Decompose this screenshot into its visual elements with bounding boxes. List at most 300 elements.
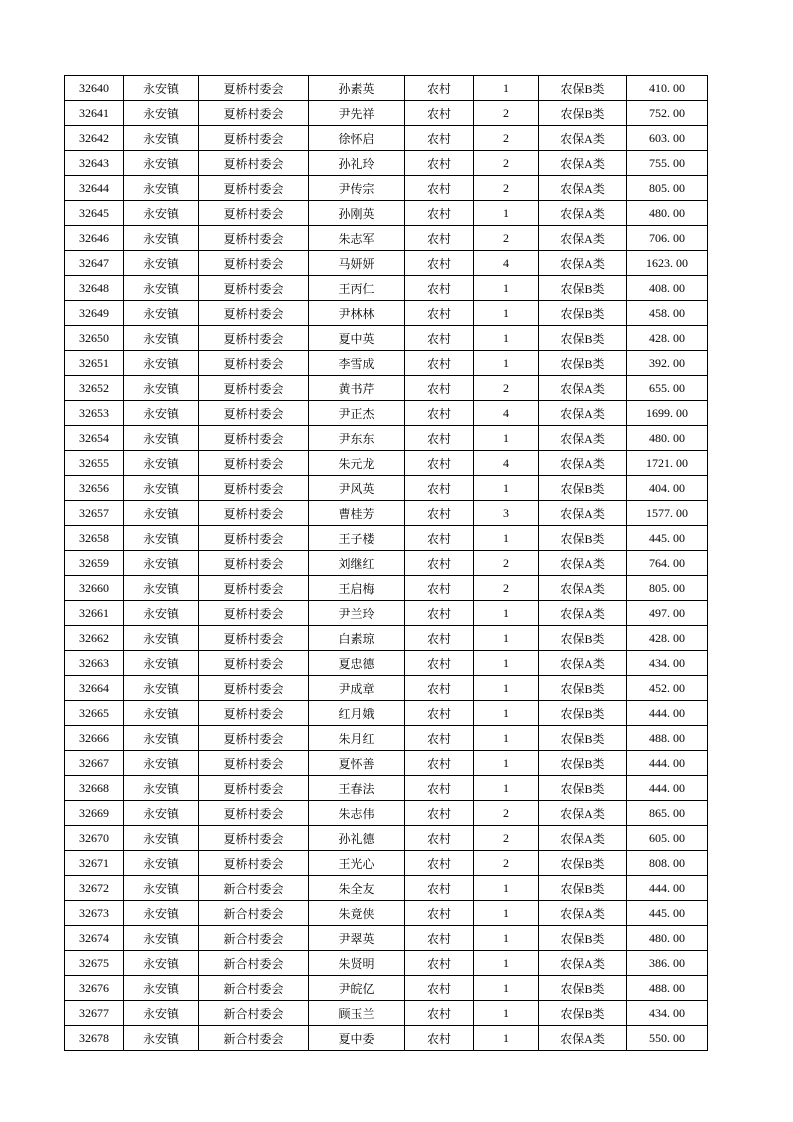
table-cell-count: 1 [474, 526, 539, 551]
table-cell-village: 新合村委会 [199, 926, 309, 951]
table-cell-count: 1 [474, 876, 539, 901]
table-row [65, 601, 708, 626]
table-cell-amount: 444. 00 [627, 876, 708, 901]
table-cell-town: 永安镇 [124, 276, 199, 301]
table-cell-area: 农村 [405, 351, 474, 376]
table-cell-amount: 428. 00 [627, 326, 708, 351]
table-cell-town: 永安镇 [124, 526, 199, 551]
table-cell-amount: 1623. 00 [627, 251, 708, 276]
table-cell-id: 32663 [65, 651, 124, 676]
table-cell-id: 32648 [65, 276, 124, 301]
table-cell-amount: 706. 00 [627, 226, 708, 251]
table-cell-village: 夏桥村委会 [199, 851, 309, 876]
table-cell-village: 夏桥村委会 [199, 376, 309, 401]
table-cell-name: 王启梅 [309, 576, 405, 601]
table-cell-amount: 392. 00 [627, 351, 708, 376]
table-cell-amount: 480. 00 [627, 201, 708, 226]
table-cell-count: 4 [474, 451, 539, 476]
table-cell-town: 永安镇 [124, 501, 199, 526]
table-cell-id: 32646 [65, 226, 124, 251]
table-cell-town: 永安镇 [124, 376, 199, 401]
table-cell-type: 农保A类 [539, 826, 627, 851]
table-cell-name: 朱志军 [309, 226, 405, 251]
table-cell-village: 新合村委会 [199, 951, 309, 976]
table-row [65, 751, 708, 776]
table-cell-name: 朱贤明 [309, 951, 405, 976]
table-cell-village: 夏桥村委会 [199, 801, 309, 826]
table-cell-count: 1 [474, 726, 539, 751]
table-cell-town: 永安镇 [124, 101, 199, 126]
table-cell-count: 2 [474, 376, 539, 401]
table-cell-area: 农村 [405, 326, 474, 351]
table-cell-town: 永安镇 [124, 651, 199, 676]
table-cell-id: 32661 [65, 601, 124, 626]
table-row [65, 1001, 708, 1026]
table-cell-id: 32671 [65, 851, 124, 876]
table-cell-village: 夏桥村委会 [199, 101, 309, 126]
table-cell-count: 1 [474, 651, 539, 676]
table-cell-id: 32665 [65, 701, 124, 726]
table-row [65, 876, 708, 901]
table-cell-id: 32652 [65, 376, 124, 401]
table-cell-town: 永安镇 [124, 301, 199, 326]
table-cell-id: 32675 [65, 951, 124, 976]
table-cell-type: 农保B类 [539, 101, 627, 126]
table-cell-count: 2 [474, 101, 539, 126]
table-cell-amount: 603. 00 [627, 126, 708, 151]
table-cell-area: 农村 [405, 1026, 474, 1051]
table-cell-amount: 452. 00 [627, 676, 708, 701]
table-row [65, 401, 708, 426]
table-cell-count: 1 [474, 326, 539, 351]
table-cell-type: 农保B类 [539, 476, 627, 501]
table-cell-amount: 497. 00 [627, 601, 708, 626]
table-cell-type: 农保A类 [539, 1026, 627, 1051]
table-cell-type: 农保B类 [539, 526, 627, 551]
table-row [65, 226, 708, 251]
table-cell-id: 32658 [65, 526, 124, 551]
table-cell-name: 朱全友 [309, 876, 405, 901]
table-cell-count: 2 [474, 151, 539, 176]
table-row [65, 326, 708, 351]
table-row [65, 526, 708, 551]
table-cell-name: 夏忠德 [309, 651, 405, 676]
table-cell-count: 1 [474, 626, 539, 651]
table-cell-id: 32655 [65, 451, 124, 476]
table-cell-town: 永安镇 [124, 726, 199, 751]
table-body [65, 76, 708, 1051]
table-cell-area: 农村 [405, 801, 474, 826]
table-row [65, 651, 708, 676]
table-cell-amount: 386. 00 [627, 951, 708, 976]
table-cell-village: 夏桥村委会 [199, 201, 309, 226]
table-row [65, 576, 708, 601]
table-cell-count: 1 [474, 776, 539, 801]
table-cell-id: 32674 [65, 926, 124, 951]
table-row [65, 901, 708, 926]
table-cell-village: 新合村委会 [199, 876, 309, 901]
table-cell-town: 永安镇 [124, 1001, 199, 1026]
table-cell-count: 2 [474, 551, 539, 576]
table-cell-id: 32677 [65, 1001, 124, 1026]
table-row [65, 176, 708, 201]
table-cell-type: 农保A类 [539, 401, 627, 426]
table-cell-town: 永安镇 [124, 451, 199, 476]
table-row [65, 726, 708, 751]
table-cell-town: 永安镇 [124, 351, 199, 376]
table-cell-type: 农保B类 [539, 851, 627, 876]
table-cell-town: 永安镇 [124, 951, 199, 976]
table-cell-name: 夏中委 [309, 1026, 405, 1051]
table-cell-amount: 655. 00 [627, 376, 708, 401]
table-cell-area: 农村 [405, 451, 474, 476]
table-cell-village: 夏桥村委会 [199, 676, 309, 701]
table-cell-id: 32642 [65, 126, 124, 151]
table-row [65, 826, 708, 851]
table-cell-id: 32654 [65, 426, 124, 451]
table-cell-name: 朱竟侠 [309, 901, 405, 926]
table-cell-town: 永安镇 [124, 626, 199, 651]
table-row [65, 1026, 708, 1051]
table-cell-amount: 1699. 00 [627, 401, 708, 426]
table-cell-area: 农村 [405, 176, 474, 201]
table-cell-count: 1 [474, 951, 539, 976]
table-cell-town: 永安镇 [124, 751, 199, 776]
table-row [65, 801, 708, 826]
table-cell-area: 农村 [405, 251, 474, 276]
table-cell-id: 32659 [65, 551, 124, 576]
table-cell-type: 农保A类 [539, 126, 627, 151]
table-cell-type: 农保A类 [539, 801, 627, 826]
table-cell-type: 农保A类 [539, 651, 627, 676]
table-cell-count: 2 [474, 176, 539, 201]
table-cell-area: 农村 [405, 426, 474, 451]
table-cell-area: 农村 [405, 376, 474, 401]
table-cell-name: 顾玉兰 [309, 1001, 405, 1026]
table-cell-town: 永安镇 [124, 76, 199, 101]
table-cell-id: 32644 [65, 176, 124, 201]
table-cell-amount: 434. 00 [627, 651, 708, 676]
table-cell-id: 32650 [65, 326, 124, 351]
table-cell-area: 农村 [405, 751, 474, 776]
table-cell-type: 农保B类 [539, 876, 627, 901]
table-cell-name: 尹兰玲 [309, 601, 405, 626]
table-cell-type: 农保A类 [539, 601, 627, 626]
table-cell-area: 农村 [405, 776, 474, 801]
table-cell-id: 32668 [65, 776, 124, 801]
table-cell-village: 新合村委会 [199, 976, 309, 1001]
table-cell-id: 32672 [65, 876, 124, 901]
table-row [65, 126, 708, 151]
table-cell-town: 永安镇 [124, 826, 199, 851]
table-cell-village: 夏桥村委会 [199, 226, 309, 251]
table-cell-count: 1 [474, 976, 539, 1001]
table-cell-amount: 755. 00 [627, 151, 708, 176]
table-cell-name: 白素琼 [309, 626, 405, 651]
table-cell-id: 32667 [65, 751, 124, 776]
table-cell-amount: 1721. 00 [627, 451, 708, 476]
table-cell-count: 2 [474, 851, 539, 876]
table-cell-id: 32669 [65, 801, 124, 826]
table-row [65, 676, 708, 701]
table-cell-village: 夏桥村委会 [199, 151, 309, 176]
table-cell-village: 夏桥村委会 [199, 351, 309, 376]
table-cell-town: 永安镇 [124, 976, 199, 1001]
table-cell-type: 农保A类 [539, 226, 627, 251]
table-cell-amount: 445. 00 [627, 526, 708, 551]
table-cell-village: 新合村委会 [199, 901, 309, 926]
table-cell-village: 夏桥村委会 [199, 701, 309, 726]
table-cell-town: 永安镇 [124, 226, 199, 251]
table-cell-amount: 488. 00 [627, 976, 708, 1001]
table-row [65, 951, 708, 976]
table-cell-town: 永安镇 [124, 676, 199, 701]
table-cell-type: 农保B类 [539, 1001, 627, 1026]
table-row [65, 701, 708, 726]
table-cell-id: 32649 [65, 301, 124, 326]
table-cell-town: 永安镇 [124, 476, 199, 501]
table-cell-village: 夏桥村委会 [199, 726, 309, 751]
table-cell-name: 夏中英 [309, 326, 405, 351]
table-cell-town: 永安镇 [124, 926, 199, 951]
table-cell-village: 新合村委会 [199, 1001, 309, 1026]
table-cell-area: 农村 [405, 601, 474, 626]
table-cell-type: 农保B类 [539, 751, 627, 776]
table-cell-name: 马妍妍 [309, 251, 405, 276]
table-cell-village: 夏桥村委会 [199, 251, 309, 276]
table-cell-area: 农村 [405, 76, 474, 101]
table-cell-count: 2 [474, 801, 539, 826]
table-cell-name: 孙礼德 [309, 826, 405, 851]
table-cell-town: 永安镇 [124, 701, 199, 726]
table-cell-area: 农村 [405, 876, 474, 901]
table-cell-town: 永安镇 [124, 901, 199, 926]
table-cell-town: 永安镇 [124, 426, 199, 451]
table-cell-amount: 1577. 00 [627, 501, 708, 526]
table-cell-name: 王丙仁 [309, 276, 405, 301]
table-row [65, 201, 708, 226]
table-row [65, 301, 708, 326]
table-cell-type: 农保A类 [539, 901, 627, 926]
table-cell-area: 农村 [405, 301, 474, 326]
table-cell-type: 农保A类 [539, 151, 627, 176]
table-cell-amount: 444. 00 [627, 701, 708, 726]
table-cell-amount: 404. 00 [627, 476, 708, 501]
table-cell-village: 夏桥村委会 [199, 326, 309, 351]
table-cell-town: 永安镇 [124, 776, 199, 801]
table-row [65, 626, 708, 651]
table-cell-area: 农村 [405, 101, 474, 126]
table-cell-name: 王光心 [309, 851, 405, 876]
table-cell-id: 32645 [65, 201, 124, 226]
table-cell-town: 永安镇 [124, 576, 199, 601]
table-cell-name: 尹皖亿 [309, 976, 405, 1001]
table-cell-id: 32647 [65, 251, 124, 276]
table-cell-id: 32640 [65, 76, 124, 101]
table-cell-name: 尹东东 [309, 426, 405, 451]
table-cell-name: 黄书芹 [309, 376, 405, 401]
table-cell-id: 32673 [65, 901, 124, 926]
table-row [65, 376, 708, 401]
table-cell-id: 32657 [65, 501, 124, 526]
table-cell-name: 朱月红 [309, 726, 405, 751]
table-cell-type: 农保A类 [539, 176, 627, 201]
table-cell-name: 刘继红 [309, 551, 405, 576]
table-cell-village: 夏桥村委会 [199, 126, 309, 151]
table-cell-count: 1 [474, 351, 539, 376]
table-cell-count: 2 [474, 126, 539, 151]
table-cell-area: 农村 [405, 901, 474, 926]
table-cell-count: 4 [474, 401, 539, 426]
table-row [65, 926, 708, 951]
table-row [65, 501, 708, 526]
table-cell-type: 农保A类 [539, 576, 627, 601]
table-cell-area: 农村 [405, 976, 474, 1001]
table-cell-amount: 408. 00 [627, 276, 708, 301]
table-cell-type: 农保B类 [539, 326, 627, 351]
table-cell-village: 新合村委会 [199, 1026, 309, 1051]
roster-table [64, 75, 708, 1051]
table-cell-village: 夏桥村委会 [199, 751, 309, 776]
table-cell-type: 农保B类 [539, 351, 627, 376]
table-cell-type: 农保B类 [539, 776, 627, 801]
table-cell-area: 农村 [405, 576, 474, 601]
table-cell-amount: 434. 00 [627, 1001, 708, 1026]
table-cell-id: 32660 [65, 576, 124, 601]
table-cell-area: 农村 [405, 151, 474, 176]
table-cell-area: 农村 [405, 226, 474, 251]
table-cell-type: 农保B类 [539, 926, 627, 951]
table-cell-count: 1 [474, 926, 539, 951]
table-cell-type: 农保A类 [539, 201, 627, 226]
table-cell-id: 32664 [65, 676, 124, 701]
table-cell-town: 永安镇 [124, 551, 199, 576]
table-cell-count: 1 [474, 601, 539, 626]
table-cell-village: 夏桥村委会 [199, 176, 309, 201]
table-cell-area: 农村 [405, 476, 474, 501]
table-cell-town: 永安镇 [124, 176, 199, 201]
table-cell-type: 农保B类 [539, 701, 627, 726]
table-cell-id: 32662 [65, 626, 124, 651]
table-cell-type: 农保B类 [539, 626, 627, 651]
table-cell-area: 农村 [405, 851, 474, 876]
table-cell-type: 农保A类 [539, 951, 627, 976]
table-cell-type: 农保A类 [539, 551, 627, 576]
table-cell-town: 永安镇 [124, 251, 199, 276]
table-cell-name: 徐怀启 [309, 126, 405, 151]
table-cell-count: 1 [474, 276, 539, 301]
table-cell-village: 夏桥村委会 [199, 501, 309, 526]
table-cell-name: 尹风英 [309, 476, 405, 501]
table-cell-id: 32666 [65, 726, 124, 751]
table-row [65, 451, 708, 476]
table-cell-amount: 752. 00 [627, 101, 708, 126]
table-cell-count: 2 [474, 826, 539, 851]
table-cell-name: 尹先祥 [309, 101, 405, 126]
table-cell-name: 尹成章 [309, 676, 405, 701]
table-cell-count: 1 [474, 1026, 539, 1051]
table-cell-amount: 805. 00 [627, 176, 708, 201]
table-row [65, 551, 708, 576]
table-cell-amount: 764. 00 [627, 551, 708, 576]
table-cell-amount: 445. 00 [627, 901, 708, 926]
table-cell-type: 农保A类 [539, 376, 627, 401]
table-cell-village: 夏桥村委会 [199, 301, 309, 326]
table-cell-area: 农村 [405, 401, 474, 426]
table-cell-town: 永安镇 [124, 401, 199, 426]
table-cell-town: 永安镇 [124, 126, 199, 151]
table-cell-amount: 480. 00 [627, 426, 708, 451]
table-cell-village: 夏桥村委会 [199, 601, 309, 626]
table-cell-count: 1 [474, 301, 539, 326]
table-cell-count: 1 [474, 676, 539, 701]
table-row [65, 251, 708, 276]
table-cell-area: 农村 [405, 701, 474, 726]
table-cell-type: 农保B类 [539, 676, 627, 701]
table-cell-count: 1 [474, 426, 539, 451]
table-cell-village: 夏桥村委会 [199, 651, 309, 676]
table-cell-name: 尹传宗 [309, 176, 405, 201]
table-cell-count: 1 [474, 701, 539, 726]
table-cell-type: 农保A类 [539, 251, 627, 276]
table-cell-amount: 458. 00 [627, 301, 708, 326]
table-cell-amount: 480. 00 [627, 926, 708, 951]
table-cell-count: 1 [474, 476, 539, 501]
table-cell-amount: 428. 00 [627, 626, 708, 651]
table-cell-name: 曹桂芳 [309, 501, 405, 526]
table-cell-area: 农村 [405, 676, 474, 701]
table-cell-count: 2 [474, 576, 539, 601]
table-cell-town: 永安镇 [124, 151, 199, 176]
table-cell-name: 李雪成 [309, 351, 405, 376]
table-cell-village: 夏桥村委会 [199, 776, 309, 801]
table-row [65, 76, 708, 101]
table-cell-town: 永安镇 [124, 801, 199, 826]
table-cell-area: 农村 [405, 201, 474, 226]
table-cell-count: 2 [474, 226, 539, 251]
table-row [65, 851, 708, 876]
table-cell-amount: 550. 00 [627, 1026, 708, 1051]
table-cell-town: 永安镇 [124, 876, 199, 901]
table-cell-name: 孙礼玲 [309, 151, 405, 176]
table-cell-town: 永安镇 [124, 201, 199, 226]
table-cell-area: 农村 [405, 126, 474, 151]
table-cell-area: 农村 [405, 526, 474, 551]
table-cell-name: 尹翠英 [309, 926, 405, 951]
table-cell-name: 红月娥 [309, 701, 405, 726]
table-row [65, 776, 708, 801]
table-cell-town: 永安镇 [124, 326, 199, 351]
table-cell-village: 夏桥村委会 [199, 551, 309, 576]
table-cell-town: 永安镇 [124, 601, 199, 626]
table-cell-type: 农保B类 [539, 76, 627, 101]
table-cell-count: 4 [474, 251, 539, 276]
table-cell-count: 1 [474, 1001, 539, 1026]
table-cell-count: 3 [474, 501, 539, 526]
table-cell-count: 1 [474, 901, 539, 926]
table-cell-id: 32678 [65, 1026, 124, 1051]
table-cell-id: 32656 [65, 476, 124, 501]
table-cell-name: 夏怀善 [309, 751, 405, 776]
table-cell-amount: 605. 00 [627, 826, 708, 851]
table-cell-type: 农保A类 [539, 426, 627, 451]
table-cell-village: 夏桥村委会 [199, 76, 309, 101]
table-cell-type: 农保A类 [539, 501, 627, 526]
table-cell-name: 尹林林 [309, 301, 405, 326]
table-row [65, 276, 708, 301]
table-cell-town: 永安镇 [124, 1026, 199, 1051]
table-cell-id: 32643 [65, 151, 124, 176]
